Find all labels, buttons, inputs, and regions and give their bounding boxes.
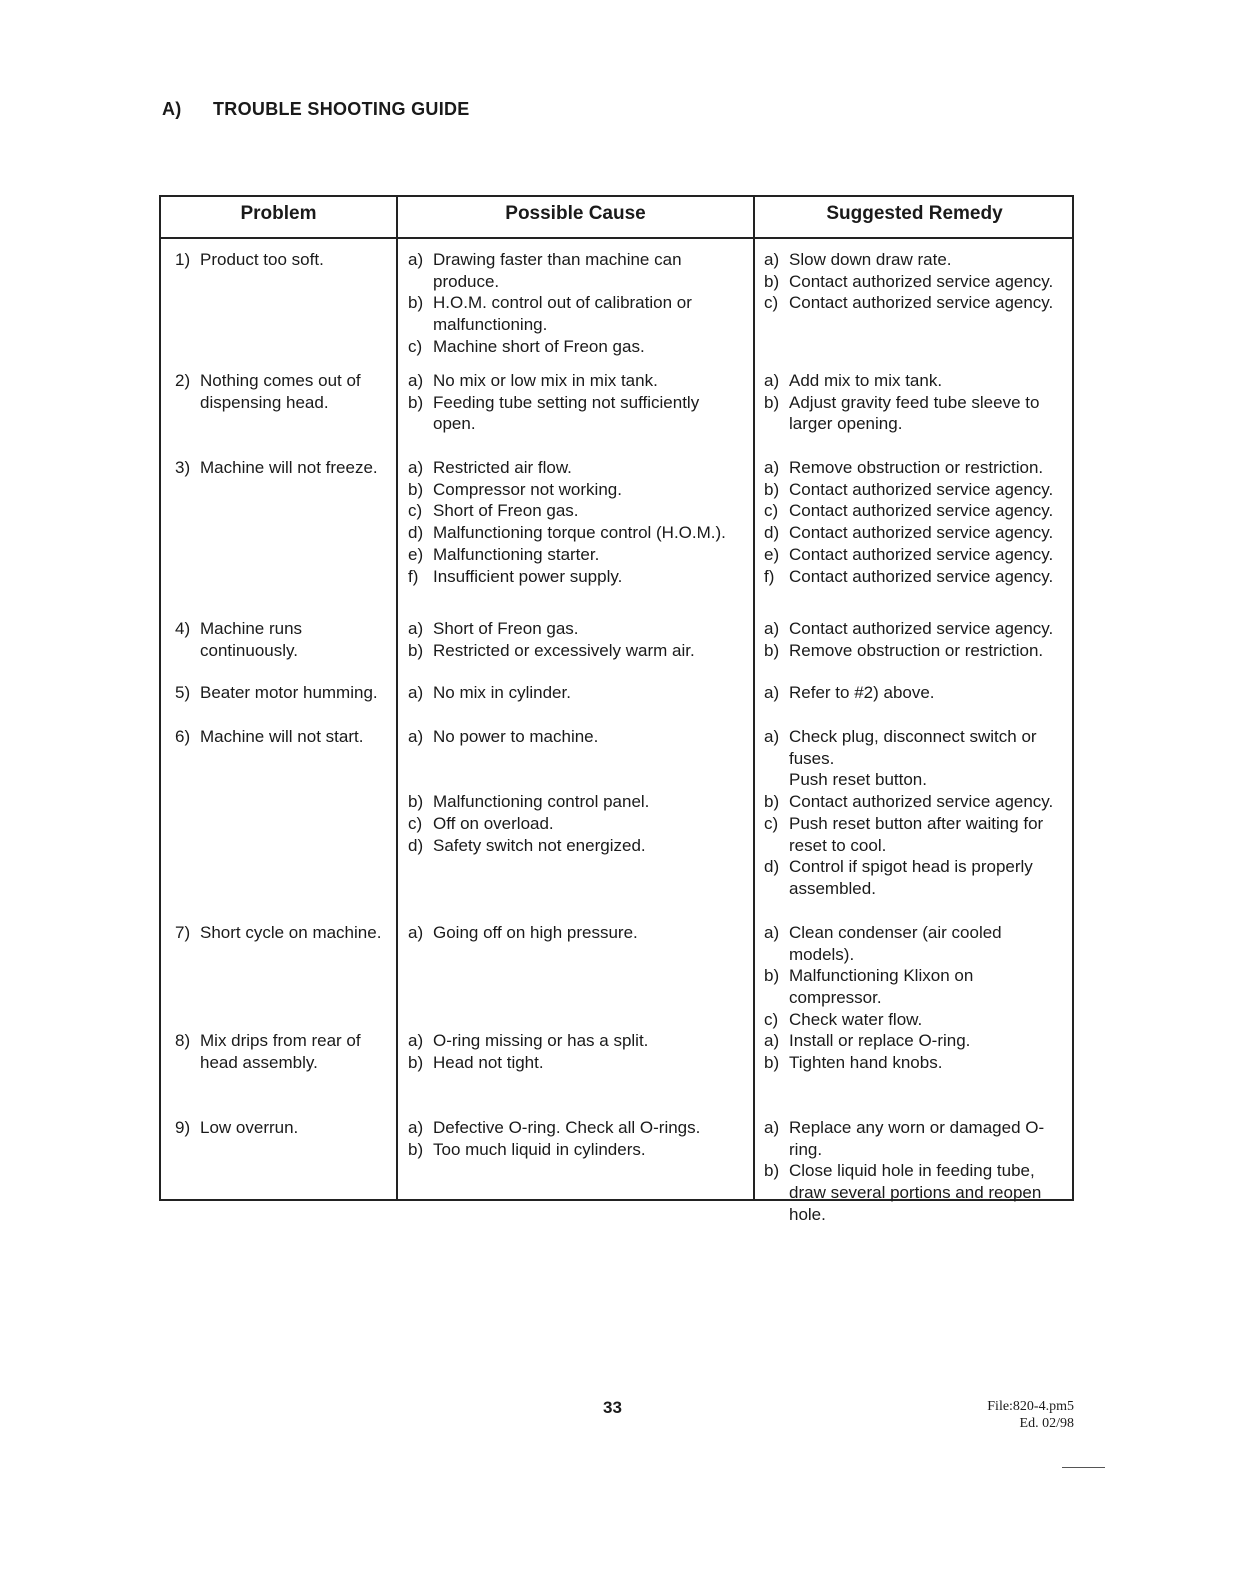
item-marker: d) bbox=[764, 523, 780, 543]
item-text: Mix drips from rear of head assembly. bbox=[200, 1031, 361, 1072]
item-text: Malfunctioning torque control (H.O.M.). bbox=[433, 523, 726, 543]
item-text: Restricted or excessively warm air. bbox=[433, 640, 695, 660]
item-marker: a) bbox=[408, 1031, 424, 1050]
item-marker: f) bbox=[764, 566, 775, 586]
item-marker: a) bbox=[408, 619, 424, 638]
item-marker: 3) bbox=[175, 458, 191, 477]
item-marker: 6) bbox=[175, 727, 191, 746]
list-item bbox=[175, 457, 389, 479]
item-marker: a) bbox=[764, 458, 780, 477]
item-marker: e) bbox=[408, 544, 424, 564]
list-item bbox=[764, 544, 1069, 566]
item-text: Low overrun. bbox=[200, 1118, 299, 1137]
item-text: Tighten hand knobs. bbox=[789, 1052, 943, 1072]
item-text: Close liquid hole in feeding tube, draw several portions and reopen hole. bbox=[789, 1161, 1042, 1224]
list-item bbox=[764, 1052, 1069, 1074]
remedy-cell bbox=[764, 682, 1069, 704]
item-marker: d) bbox=[408, 523, 424, 543]
item-text bbox=[433, 769, 743, 791]
list-item bbox=[175, 618, 389, 661]
list-item bbox=[764, 500, 1069, 522]
list-item bbox=[408, 292, 743, 335]
cause-cell bbox=[408, 682, 743, 704]
item-marker: b) bbox=[764, 271, 780, 291]
item-text: Contact authorized service agency. bbox=[789, 619, 1054, 638]
item-text: Push reset button. bbox=[789, 770, 927, 790]
item-text: Check plug, disconnect switch or fuses. bbox=[789, 727, 1037, 768]
cause-cell bbox=[408, 618, 743, 661]
list-item bbox=[764, 522, 1069, 544]
footer-rule bbox=[1062, 1467, 1105, 1468]
list-item bbox=[764, 1160, 1069, 1225]
item-text: Malfunctioning starter. bbox=[433, 544, 600, 564]
item-text: Clean condenser (air cooled models). bbox=[789, 923, 1002, 964]
item-text: Beater motor humming. bbox=[200, 683, 378, 702]
problem-cell bbox=[175, 682, 389, 704]
item-marker: a) bbox=[764, 1031, 780, 1050]
remedy-cell bbox=[764, 1030, 1069, 1073]
item-marker: a) bbox=[764, 619, 780, 638]
item-marker: b) bbox=[408, 1139, 424, 1159]
item-text: Remove obstruction or restriction. bbox=[789, 458, 1044, 477]
list-item bbox=[408, 748, 743, 770]
item-marker: b) bbox=[764, 392, 780, 412]
item-text: Machine will not start. bbox=[200, 727, 364, 746]
item-marker: a) bbox=[764, 371, 780, 390]
list-item bbox=[764, 618, 1069, 640]
item-text: Product too soft. bbox=[200, 250, 324, 269]
item-marker: b) bbox=[408, 640, 424, 660]
cause-cell bbox=[408, 457, 743, 587]
list-item bbox=[408, 640, 743, 662]
item-marker: a) bbox=[764, 727, 780, 746]
list-item bbox=[408, 922, 743, 944]
item-marker: c) bbox=[408, 336, 423, 356]
item-text: Slow down draw rate. bbox=[789, 250, 952, 269]
item-text: O-ring missing or has a split. bbox=[433, 1031, 649, 1050]
header-problem: Problem bbox=[240, 203, 317, 224]
item-text: No mix or low mix in mix tank. bbox=[433, 371, 658, 390]
item-marker: b) bbox=[408, 293, 424, 313]
item-marker: 9) bbox=[175, 1118, 191, 1137]
item-text: Safety switch not energized. bbox=[433, 835, 646, 855]
item-text: Remove obstruction or restriction. bbox=[789, 640, 1044, 660]
item-marker: 4) bbox=[175, 619, 191, 638]
item-text: Malfunctioning control panel. bbox=[433, 792, 650, 812]
file-name: File:820-4.pm5 bbox=[987, 1399, 1074, 1414]
list-item bbox=[764, 640, 1069, 662]
item-marker: 5) bbox=[175, 683, 191, 702]
list-item bbox=[408, 813, 743, 835]
remedy-cell bbox=[764, 1117, 1069, 1226]
item-text: Compressor not working. bbox=[433, 479, 622, 499]
list-item bbox=[764, 1117, 1069, 1160]
item-marker: b) bbox=[408, 392, 424, 412]
item-text: Nothing comes out of dispensing head. bbox=[200, 371, 361, 412]
item-marker: 1) bbox=[175, 250, 191, 269]
item-marker: a) bbox=[408, 371, 424, 390]
problem-cell bbox=[175, 249, 389, 271]
column-divider bbox=[396, 197, 398, 1199]
item-marker: 7) bbox=[175, 923, 191, 942]
item-text: No mix in cylinder. bbox=[433, 683, 571, 702]
item-marker: b) bbox=[764, 966, 780, 986]
remedy-cell bbox=[764, 249, 1069, 314]
edition: Ed. 02/98 bbox=[1019, 1416, 1074, 1431]
item-text: Check water flow. bbox=[789, 1009, 923, 1029]
item-text: H.O.M. control out of calibration or malfunctioning. bbox=[433, 293, 692, 335]
problem-cell bbox=[175, 1030, 389, 1073]
list-item bbox=[408, 392, 743, 435]
item-text: No power to machine. bbox=[433, 727, 599, 746]
item-text: Contact authorized service agency. bbox=[789, 566, 1054, 586]
item-marker: a) bbox=[764, 923, 780, 942]
item-text: Too much liquid in cylinders. bbox=[433, 1139, 646, 1159]
list-item bbox=[408, 1052, 743, 1074]
item-marker: f) bbox=[408, 566, 419, 586]
item-text: Drawing faster than machine can produce. bbox=[433, 250, 682, 291]
item-marker: b) bbox=[764, 640, 780, 660]
list-item bbox=[408, 1139, 743, 1161]
problem-cell bbox=[175, 457, 389, 479]
section-heading bbox=[162, 99, 470, 120]
column-divider bbox=[753, 197, 755, 1199]
item-marker: a) bbox=[764, 250, 780, 269]
item-marker: b) bbox=[764, 792, 780, 812]
list-item bbox=[764, 457, 1069, 479]
header-suggested-remedy: Suggested Remedy bbox=[826, 203, 1003, 224]
item-marker: a) bbox=[408, 923, 424, 942]
item-text: Off on overload. bbox=[433, 813, 554, 833]
item-text: Adjust gravity feed tube sleeve to larger opening. bbox=[789, 392, 1040, 434]
item-marker: b) bbox=[408, 792, 424, 812]
problem-cell bbox=[175, 922, 389, 944]
list-item bbox=[175, 370, 389, 413]
list-item bbox=[408, 1030, 743, 1052]
item-marker: 2) bbox=[175, 371, 191, 390]
file-info bbox=[987, 1398, 1074, 1432]
item-text: Machine will not freeze. bbox=[200, 458, 378, 477]
item-text: Push reset button after waiting for reset to cool. bbox=[789, 813, 1044, 855]
list-item bbox=[764, 682, 1069, 704]
list-item bbox=[764, 1030, 1069, 1052]
item-text: Head not tight. bbox=[433, 1052, 544, 1072]
troubleshooting-table bbox=[159, 195, 1074, 1224]
list-item bbox=[408, 457, 743, 479]
item-text: Short cycle on machine. bbox=[200, 923, 382, 942]
item-marker: e) bbox=[764, 544, 780, 564]
list-item bbox=[764, 479, 1069, 501]
item-text: Feeding tube setting not sufficiently open. bbox=[433, 392, 700, 434]
item-marker: 8) bbox=[175, 1031, 191, 1050]
item-text: Going off on high pressure. bbox=[433, 923, 638, 942]
item-marker: c) bbox=[764, 293, 779, 313]
item-text: Contact authorized service agency. bbox=[789, 293, 1054, 313]
item-marker bbox=[408, 769, 433, 791]
item-text: Refer to #2) above. bbox=[789, 683, 935, 702]
problem-cell bbox=[175, 1117, 389, 1139]
list-item bbox=[764, 922, 1069, 965]
item-text: Short of Freon gas. bbox=[433, 619, 579, 638]
item-text: Add mix to mix tank. bbox=[789, 371, 943, 390]
item-marker: b) bbox=[408, 479, 424, 499]
remedy-cell bbox=[764, 370, 1069, 435]
list-item bbox=[764, 566, 1069, 588]
item-marker: a) bbox=[408, 250, 424, 269]
list-item bbox=[408, 336, 743, 358]
item-marker: b) bbox=[764, 1161, 780, 1181]
item-text: Contact authorized service agency. bbox=[789, 523, 1054, 543]
remedy-cell bbox=[764, 922, 1069, 1031]
page-number: 33 bbox=[603, 1398, 622, 1417]
list-item bbox=[175, 1117, 389, 1139]
list-item bbox=[408, 618, 743, 640]
item-marker: b) bbox=[764, 1052, 780, 1072]
list-item bbox=[408, 479, 743, 501]
list-item bbox=[408, 522, 743, 544]
list-item bbox=[764, 271, 1069, 293]
item-text: Machine short of Freon gas. bbox=[433, 336, 645, 356]
cause-cell bbox=[408, 922, 743, 944]
list-item bbox=[408, 769, 743, 791]
item-marker: a) bbox=[408, 458, 424, 477]
problem-cell bbox=[175, 618, 389, 661]
header-divider bbox=[161, 237, 1072, 239]
item-marker: c) bbox=[764, 501, 779, 521]
cause-cell bbox=[408, 1117, 743, 1160]
item-marker: c) bbox=[408, 501, 423, 521]
list-item bbox=[408, 566, 743, 588]
cause-cell bbox=[408, 370, 743, 435]
item-text: Malfunctioning Klixon on compressor. bbox=[789, 966, 974, 1008]
list-item bbox=[175, 922, 389, 944]
item-text: Control if spigot head is properly assembled. bbox=[789, 857, 1033, 898]
item-text: Contact authorized service agency. bbox=[789, 501, 1054, 521]
item-marker: b) bbox=[764, 479, 780, 499]
item-marker: c) bbox=[408, 813, 423, 833]
list-item bbox=[764, 392, 1069, 435]
list-item bbox=[408, 682, 743, 704]
item-text: Restricted air flow. bbox=[433, 458, 572, 477]
list-item bbox=[175, 249, 389, 271]
item-marker: d) bbox=[764, 857, 780, 877]
list-item bbox=[764, 249, 1069, 271]
item-text: Machine runs continuously. bbox=[200, 619, 303, 660]
list-item bbox=[408, 249, 743, 292]
item-text: Short of Freon gas. bbox=[433, 501, 579, 521]
remedy-cell bbox=[764, 457, 1069, 587]
item-text bbox=[433, 748, 743, 770]
list-item bbox=[408, 544, 743, 566]
list-item bbox=[175, 682, 389, 704]
item-text: Contact authorized service agency. bbox=[789, 479, 1054, 499]
list-item bbox=[764, 856, 1069, 899]
item-text: Defective O-ring. Check all O-rings. bbox=[433, 1118, 701, 1137]
section-title: TROUBLE SHOOTING GUIDE bbox=[213, 99, 470, 119]
item-text: Install or replace O-ring. bbox=[789, 1031, 971, 1050]
item-text: Contact authorized service agency. bbox=[789, 792, 1054, 812]
item-text: Replace any worn or damaged O-ring. bbox=[789, 1118, 1045, 1159]
remedy-cell bbox=[764, 726, 1069, 900]
remedy-cell bbox=[764, 618, 1069, 661]
cause-cell bbox=[408, 249, 743, 358]
item-marker: a) bbox=[408, 683, 424, 702]
list-item bbox=[764, 965, 1069, 1008]
list-item bbox=[764, 769, 1069, 791]
item-marker: a) bbox=[408, 1118, 424, 1137]
item-marker: d) bbox=[408, 835, 424, 855]
cause-cell bbox=[408, 1030, 743, 1073]
problem-cell bbox=[175, 370, 389, 413]
list-item bbox=[408, 835, 743, 857]
list-item bbox=[408, 791, 743, 813]
item-text: Contact authorized service agency. bbox=[789, 271, 1054, 291]
list-item bbox=[175, 1030, 389, 1073]
list-item bbox=[408, 726, 743, 748]
header-possible-cause: Possible Cause bbox=[505, 203, 646, 224]
list-item bbox=[408, 370, 743, 392]
item-marker: a) bbox=[408, 727, 424, 746]
list-item bbox=[764, 726, 1069, 769]
cause-cell bbox=[408, 726, 743, 856]
list-item bbox=[764, 370, 1069, 392]
list-item bbox=[764, 1009, 1069, 1031]
item-text: Insufficient power supply. bbox=[433, 566, 623, 586]
item-text: Contact authorized service agency. bbox=[789, 544, 1054, 564]
list-item bbox=[408, 1117, 743, 1139]
item-marker: a) bbox=[764, 1118, 780, 1137]
item-marker: c) bbox=[764, 813, 779, 833]
list-item bbox=[764, 813, 1069, 856]
item-marker: c) bbox=[764, 1009, 779, 1029]
problem-cell bbox=[175, 726, 389, 748]
item-marker: b) bbox=[408, 1052, 424, 1072]
list-item bbox=[408, 500, 743, 522]
item-marker bbox=[764, 769, 789, 791]
item-marker bbox=[408, 748, 433, 770]
list-item bbox=[764, 791, 1069, 813]
list-item bbox=[764, 292, 1069, 314]
section-number: A) bbox=[162, 99, 182, 119]
item-marker: a) bbox=[764, 683, 780, 702]
list-item bbox=[175, 726, 389, 748]
